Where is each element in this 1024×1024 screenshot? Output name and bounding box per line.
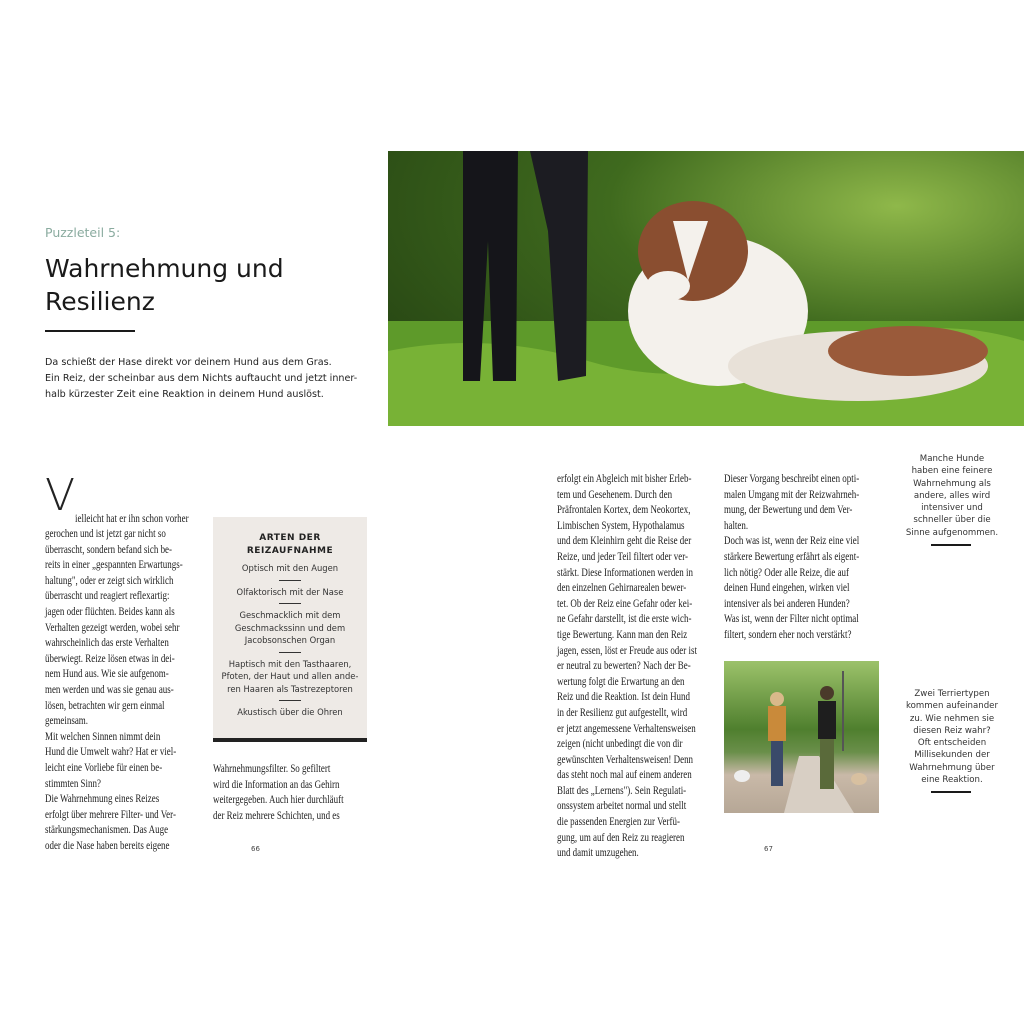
info-box-item: Olfaktorisch mit der Nase: [236, 586, 344, 597]
caption-rule: [931, 791, 971, 793]
caption-rule: [931, 544, 971, 546]
chapter-kicker: Puzzleteil 5:: [45, 225, 121, 240]
info-box-item: Geschmacklich mit dem Geschmackssinn und dem Jacobsonschen Organ: [234, 610, 346, 645]
intro-text: Da schießt der Hase direkt vor deinem Hund aus dem Gras. Ein Reiz, der scheinbar aus dem Nichts auftaucht und jetzt inner- halb kürzester Zeit eine Reaktion in deinem Hund auslöst.: [45, 357, 358, 400]
caption-dog: Manche Hunde haben eine feinere Wahrnehmung als andere, alles wird intensiver und schneller über die Sinne aufgenommen.: [905, 454, 999, 538]
divider: [279, 603, 301, 604]
page-number-right: 67: [764, 845, 773, 853]
info-box-item: Haptisch mit den Tasthaaren, Pfoten, der Haut und allen ande- ren Haaren als Tastrezeptoren: [221, 658, 359, 694]
info-box-item: Akustisch über die Ohren: [237, 707, 343, 717]
column-3-text: erfolgt ein Abgleich mit bisher Erleb- tem und Gesehenem. Durch den Präfrontalen Kortex, dem Neokortex, Limbischen System, Hypothalamus und dem Kleinhirn geht die Reise der Reize, und jeder Teil filtert oder ver- stärkt. Diese Informationen werden in den einzelnen Gehirnarealen bewer- tet. Ob der Reiz eine Gefahr oder kei- ne Gefahr darstellt, ist die erste wich- tige Bewertung. Kann man den Reiz jagen, essen, löst er Freude aus oder ist er neutral zu bewerten? Nach der Be- wertung folgt die Erwartung an den Reiz und die Reaktion. Ist dein Hund in der Resilienz gut aufgestellt, wird er jetzt angemessene Verhaltensweisen zeigen (nicht unbedingt die von dir gewünschten Verhaltensweisen! Denn das steht noch mal auf einem anderen Blatt des „Lernens"). Sein Regulati- onssystem arbeitet normal und stellt die passenden Energien zur Verfü- gung, um auf den Reiz zu reagieren und damit umzugehen.: [557, 473, 697, 860]
divider: [279, 700, 301, 701]
dog-photo: [388, 151, 1024, 426]
chapter-title: Wahrnehmung und Resilienz: [45, 254, 284, 316]
caption-terriers: Zwei Terriertypen kommen aufeinander zu. Wie nehmen sie diesen Reiz wahr? Oft entscheiden Millisekunden der Wahrnehmung über eine Reaktion.: [906, 689, 998, 786]
info-box-item: Optisch mit den Augen: [241, 563, 339, 573]
title-rule: [45, 330, 135, 332]
column-1-first-line: ielleicht hat er ihn schon vorher: [75, 513, 189, 525]
divider: [279, 652, 301, 653]
column-1-text: gerochen und ist jetzt gar nicht so überrascht, sondern befand sich be- reits in einer „gespannten Erwartungs- haltung", oder er zeigt sich wirklich überrascht und reagiert reflexartig: jagen oder flüchten. Beides kann als Verhalten gezeigt werden, wobei sehr wahrscheinlich das erste Verhalten überwiegt. Reize lösen etwas in dei- nem Hund aus. Wie sie aufgenom- men werden und was sie genau aus- lösen, betrachten wir gern einmal gemeinsam. Mit welchen Sinnen nimmt dein Hund die Umwelt wahr? Hat er viel- leicht eine Vorliebe für einen be- stimmten Sinn? Die Wahrnehmung eines Reizes erfolgt über mehrere Filter- und Ver- stärkungsmechanismen. Das Auge oder die Nase haben bereits eigene: [45, 528, 183, 852]
page-number-left: 66: [251, 845, 260, 853]
info-box: [213, 517, 367, 742]
info-box-title: ARTEN DER REIZAUFNAHME: [246, 533, 334, 556]
column-4-text: Dieser Vorgang beschreibt einen opti- malen Umgang mit der Reizwahrneh- mung, der Bewertung und dem Ver- halten. Doch was ist, wenn der Reiz eine viel stärkere Bewertung erfährt als eigent- lich nötig? Oder alle Reize, die auf deinen Hund eingehen, wirken viel intensiver als bei anderen Hunden? Was ist, wenn der Filter nicht optimal filtert, sondern eher noch verstärkt?: [724, 473, 860, 641]
terrier-walk-photo: [724, 661, 879, 813]
drop-cap: V: [45, 470, 76, 521]
divider: [279, 580, 301, 581]
column-2-text: Wahrnehmungsfilter. So gefiltert wird die Information an das Gehirn weitergegeben. Auch hier durchläuft der Reiz mehrere Schichten, und es: [213, 763, 344, 822]
